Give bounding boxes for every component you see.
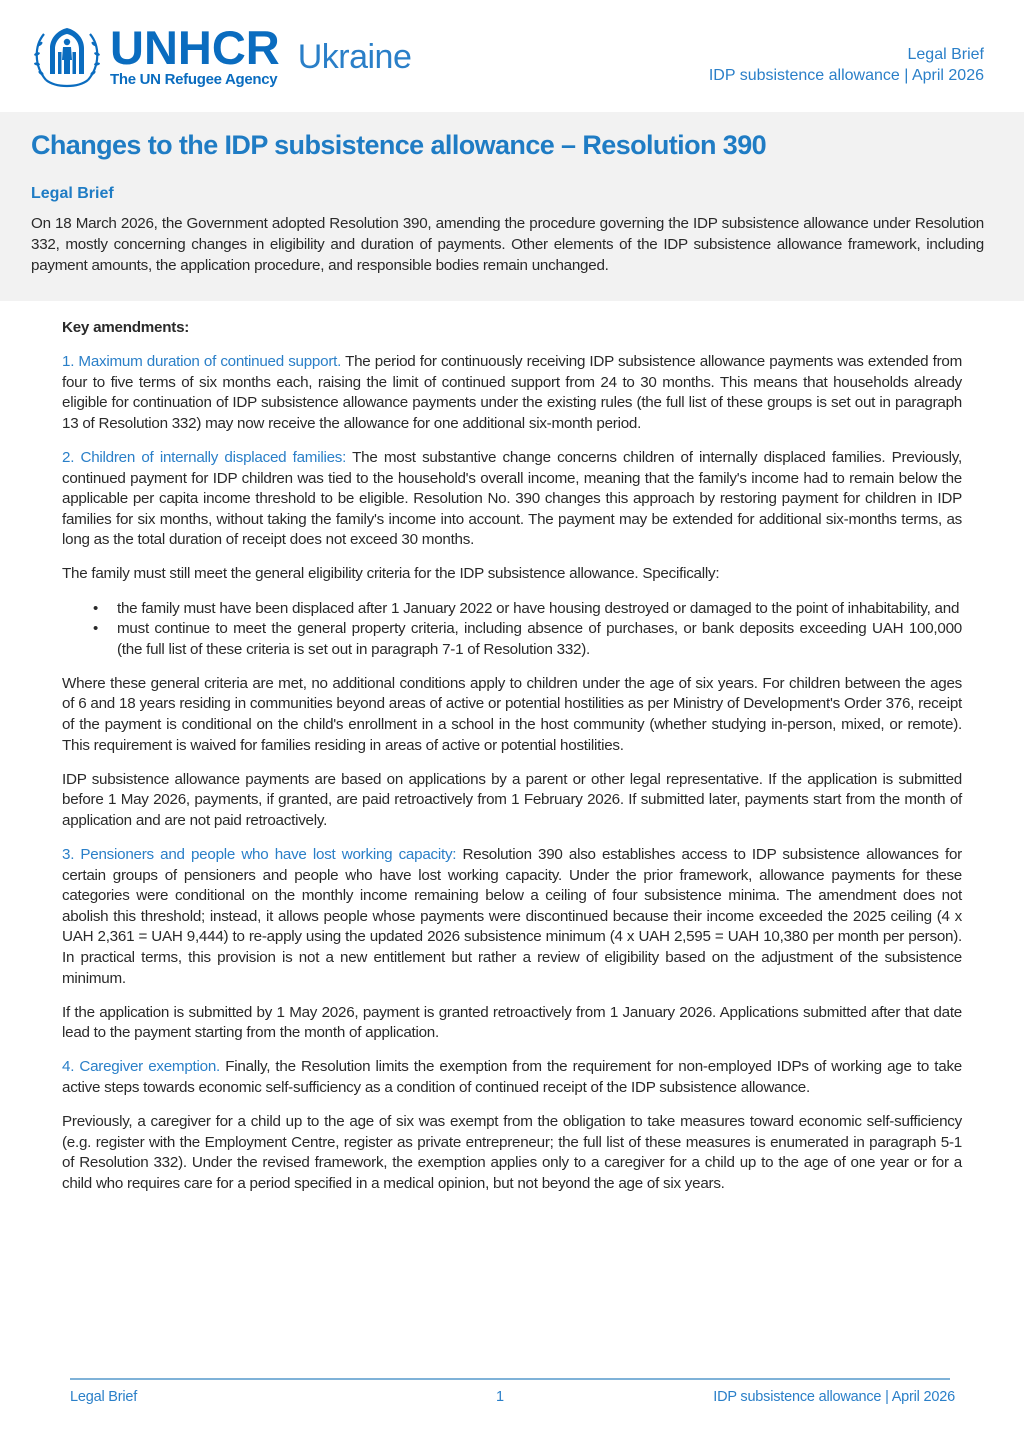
- list-item-text: must continue to meet the general property criteria, including absence of purchases, or bank deposits exceeding UAH 100,000 (the full list of these criteria is set out in paragraph 7-1 of Resolution 332).: [117, 620, 962, 658]
- page-subtitle: Legal Brief: [31, 185, 114, 202]
- header-meta: [709, 44, 984, 86]
- wordmark: [110, 21, 280, 88]
- header-doc-topic: IDP subsistence allowance | April 2026: [708, 67, 984, 84]
- list-item-text: the family must have been displaced after 1 January 2022 or have housing destroyed or damaged to the point of inhabitability, and: [117, 599, 960, 617]
- section-3-heading: 3. Pensioners and people who have lost working capacity:: [62, 845, 457, 863]
- applications-paragraph: IDP subsistence allowance payments are based on applications by a parent or other legal representative. If the application is submitted before 1 May 2026, payments, if granted, are paid retroactively from 1 February 2026. If submitted later, payments start from the month of application and are not paid retroactively.: [62, 770, 962, 829]
- bullet-icon: •: [93, 599, 99, 617]
- key-amendments-label: Key amendments:: [62, 319, 190, 336]
- footer-divider: [70, 1378, 950, 1380]
- footer-doc-type: Legal Brief: [70, 1389, 138, 1405]
- bullet-icon: •: [93, 620, 99, 638]
- agency-tagline: The UN Refugee Agency: [110, 71, 278, 88]
- unhcr-logo: [30, 21, 412, 94]
- retroactive-paragraph: If the application is submitted by 1 May 2026, payment is granted retroactively from 1 January 2026. Applications submitted after that date lead to the payment starting from the month of application.: [62, 1003, 962, 1042]
- section-2-text: The most substantive change concerns children of internally displaced families. Previously, continued payment for IDP children was tied to the household's overall income, meaning that the family's income had to remain below the applicable per capita income threshold to be eligible. Resolution No. 390 changes this approach by restoring payment for children in IDP families for six months, without taking the family's income into account. The payment may be extended for additional six-months terms, as long as the total duration of receipt does not exceed 30 months.: [62, 448, 962, 549]
- children-ages-paragraph: Where these general criteria are met, no additional conditions apply to children under the age of six years. For children between the ages of 6 and 18 years residing in communities beyond areas of active or potential hostilities as per Ministry of Development's Order 376, receipt of the payment is conditional on the child's enrollment in a school in the host community (whether studying in-person, mixed, or remote). This requirement is waived for families residing in areas of active or potential hostilities.: [62, 674, 962, 754]
- footer-doc-topic: IDP subsistence allowance | April 2026: [713, 1389, 955, 1405]
- list-item: [93, 599, 962, 620]
- intro-paragraph: On 18 March 2026, the Government adopted Resolution 390, amending the procedure governing the IDP subsistence allowance under Resolution 332, mostly concerning changes in eligibility and duration of payments. Other elements of the IDP subsistence allowance framework, including payment amounts, the application procedure, and responsible bodies remain unchanged.: [31, 215, 984, 274]
- page-header: [0, 0, 1024, 112]
- page-title: Changes to the IDP subsistence allowance – Resolution 390: [31, 130, 767, 160]
- main-content: [62, 318, 962, 1208]
- caregiver-paragraph: Previously, a caregiver for a child up to the age of six was exempt from the obligation to take measures toward economic self-sufficiency (e.g. register with the Employment Centre, register as private entrepreneur; the full list of these measures is enumerated in paragraph 5-1 of Resolution 332). Under the revised framework, the exemption applies only to a caregiver for a child up to the age of one year or for a child who requires care for a period specified in a medical opinion, but not beyond the age of six years.: [62, 1113, 962, 1192]
- section-4-heading: 4. Caregiver exemption.: [62, 1058, 220, 1076]
- criteria-list: [62, 599, 962, 661]
- criteria-intro: The family must still meet the general eligibility criteria for the IDP subsistence allowance. Specifically:: [62, 565, 720, 583]
- section-1: [62, 352, 962, 434]
- key-amendments-heading: [62, 318, 962, 339]
- header-doc-type: Legal Brief: [907, 46, 984, 63]
- unhcr-wordmark: UNHCR: [110, 21, 280, 74]
- section-1-text: The period for continuously receiving IDP subsistence allowance payments was extended from four to five terms of six months each, raising the limit of continued support from 24 to 30 months. This means that households already eligible for continuation of IDP subsistence allowance payments under the existing rules (the full list of these groups is set out in paragraph 13 of Resolution 332) may now receive the allowance for one additional six-month period.: [62, 353, 962, 432]
- country-name: Ukraine: [297, 38, 412, 76]
- section-2-heading: 2. Children of internally displaced families:: [62, 448, 347, 466]
- section-2: [62, 448, 962, 551]
- section-3-text: Resolution 390 also establishes access to IDP subsistence allowances for certain groups of pensioners and people who have lost working capacity. Under the prior framework, allowance payments for these categories were conditional on the monthly income remaining below a ceiling of four subsistence minima. The amendment does not abolish this threshold; instead, it allows people whose payments were discontinued because their income exceeded the 2025 ceiling (4 x UAH 2,361 = UAH 9,444) to re-apply using the updated 2026 subsistence minimum (4 x UAH 2,595 = UAH 10,380 per month per person). In practical terms, this provision is not a new entitlement but rather a review of eligibility based on the adjustment of the subsistence minimum.: [62, 845, 962, 987]
- unhcr-emblem-icon: [30, 24, 104, 90]
- page-number: 1: [496, 1389, 504, 1405]
- section-1-heading: 1. Maximum duration of continued support.: [62, 353, 342, 371]
- section-3: [62, 845, 962, 989]
- list-item: [93, 619, 962, 660]
- section-4-text: Finally, the Resolution limits the exemption from the requirement for non-employed IDPs of working age to take active steps towards economic self-sufficiency as a condition of continued receipt of the IDP subsistence allowance.: [62, 1058, 963, 1096]
- section-4: [62, 1057, 962, 1098]
